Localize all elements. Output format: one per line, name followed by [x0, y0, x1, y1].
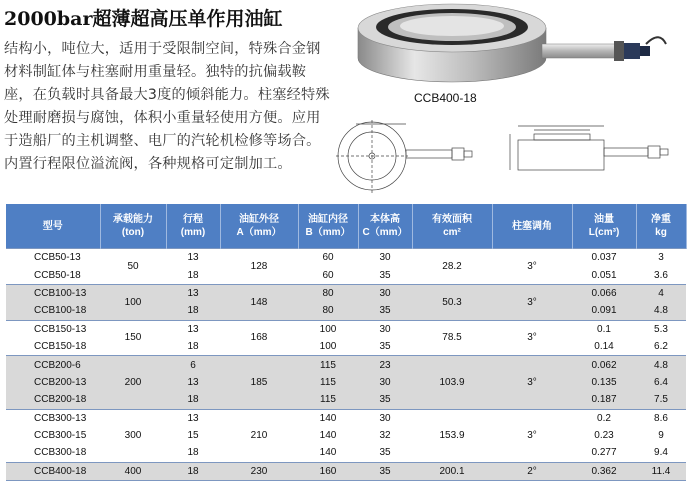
outer-diameter-cell: 168: [220, 320, 298, 356]
stroke-cell: 13: [166, 374, 220, 391]
capacity-cell: 100: [100, 284, 166, 320]
stroke-cell: 13: [166, 409, 220, 427]
model-cell: CCB150-18: [6, 338, 100, 356]
body-height-cell: 35: [358, 302, 412, 320]
outer-diameter-cell: 230: [220, 462, 298, 480]
model-cell: CCB300-18: [6, 444, 100, 462]
model-cell: CCB50-13: [6, 249, 100, 267]
column-header: [412, 204, 492, 249]
net-weight-cell: 6.4: [636, 374, 686, 391]
net-weight-cell: 4.8: [636, 302, 686, 320]
effective-area-cell: 78.5: [412, 320, 492, 356]
tilt-angle-cell: 3°: [492, 249, 572, 285]
table-row: [6, 462, 686, 480]
column-header-label: 承载能力: [113, 214, 153, 225]
inner-diameter-cell: 140: [298, 409, 358, 427]
column-header-unit: kg: [655, 227, 667, 238]
inner-diameter-cell: 100: [298, 320, 358, 338]
effective-area-cell: 103.9: [412, 356, 492, 409]
net-weight-cell: 9: [636, 427, 686, 444]
inner-diameter-cell: 115: [298, 391, 358, 409]
body-height-cell: 30: [358, 409, 412, 427]
tilt-angle-cell: 3°: [492, 356, 572, 409]
column-header-label: 行程: [183, 214, 203, 225]
oil-volume-cell: 0.051: [572, 266, 636, 284]
net-weight-cell: 3: [636, 249, 686, 267]
inner-diameter-cell: 115: [298, 374, 358, 391]
stroke-cell: 13: [166, 284, 220, 302]
capacity-cell: 150: [100, 320, 166, 356]
capacity-cell: 400: [100, 462, 166, 480]
table-row: [6, 409, 686, 427]
net-weight-cell: 4: [636, 284, 686, 302]
body-height-cell: 23: [358, 356, 412, 374]
spec-group: [6, 356, 686, 409]
tilt-angle-cell: 3°: [492, 409, 572, 462]
inner-diameter-cell: 140: [298, 444, 358, 462]
net-weight-cell: 7.5: [636, 391, 686, 409]
effective-area-cell: 153.9: [412, 409, 492, 462]
technical-drawing: [326, 118, 688, 202]
page-title: 2000bar超薄超高压单作用油缸: [4, 8, 283, 30]
spec-group: [6, 409, 686, 462]
tilt-angle-cell: 2°: [492, 462, 572, 480]
inner-diameter-cell: 60: [298, 266, 358, 284]
outer-diameter-cell: 210: [220, 409, 298, 462]
net-weight-cell: 6.2: [636, 338, 686, 356]
oil-volume-cell: 0.2: [572, 409, 636, 427]
spec-group: [6, 284, 686, 320]
oil-volume-cell: 0.187: [572, 391, 636, 409]
oil-volume-cell: 0.362: [572, 462, 636, 480]
table-row: [6, 284, 686, 302]
column-header-label: 柱塞调角: [512, 220, 552, 232]
oil-volume-cell: 0.066: [572, 284, 636, 302]
tilt-angle-cell: 3°: [492, 320, 572, 356]
capacity-cell: 200: [100, 356, 166, 409]
body-height-cell: 30: [358, 320, 412, 338]
inner-diameter-cell: 80: [298, 284, 358, 302]
spec-table: [6, 204, 687, 481]
outer-diameter-cell: 128: [220, 249, 298, 285]
model-cell: CCB200-13: [6, 374, 100, 391]
column-header: [572, 204, 636, 249]
column-header: [100, 204, 166, 249]
oil-volume-cell: 0.037: [572, 249, 636, 267]
cylinder-product-photo: [350, 0, 692, 92]
inner-diameter-cell: 115: [298, 356, 358, 374]
stroke-cell: 13: [166, 320, 220, 338]
column-header-unit: C（mm）: [362, 227, 408, 238]
body-height-cell: 30: [358, 374, 412, 391]
column-header-label: 有效面积: [432, 214, 472, 225]
model-cell: CCB50-18: [6, 266, 100, 284]
oil-volume-cell: 0.277: [572, 444, 636, 462]
net-weight-cell: 11.4: [636, 462, 686, 480]
stroke-cell: 18: [166, 391, 220, 409]
net-weight-cell: 8.6: [636, 409, 686, 427]
net-weight-cell: 3.6: [636, 266, 686, 284]
column-header: [298, 204, 358, 249]
column-header: [358, 204, 412, 249]
column-header: [166, 204, 220, 249]
column-header: [6, 204, 100, 249]
column-header-unit: (mm): [180, 227, 206, 238]
tilt-angle-cell: 3°: [492, 284, 572, 320]
model-cell: CCB400-18: [6, 462, 100, 480]
model-cell: CCB200-18: [6, 391, 100, 409]
inner-diameter-cell: 80: [298, 302, 358, 320]
model-cell: CCB150-13: [6, 320, 100, 338]
oil-volume-cell: 0.14: [572, 338, 636, 356]
column-header-label: 油缸内径: [308, 214, 348, 225]
column-header-label: 油量: [594, 214, 614, 225]
column-header: [492, 204, 572, 249]
body-height-cell: 32: [358, 427, 412, 444]
body-height-cell: 35: [358, 391, 412, 409]
table-header-row: [6, 204, 686, 249]
model-cell: CCB100-18: [6, 302, 100, 320]
body-height-cell: 30: [358, 249, 412, 267]
stroke-cell: 18: [166, 302, 220, 320]
column-header-label: 本体高: [370, 214, 400, 225]
stroke-cell: 13: [166, 249, 220, 267]
body-height-cell: 35: [358, 444, 412, 462]
column-header-unit: A（mm）: [236, 227, 282, 238]
body-height-cell: 35: [358, 338, 412, 356]
column-header-unit: B（mm）: [305, 227, 351, 238]
table-row: [6, 356, 686, 374]
net-weight-cell: 9.4: [636, 444, 686, 462]
spec-group: [6, 462, 686, 480]
body-height-cell: 35: [358, 266, 412, 284]
model-cell: CCB100-13: [6, 284, 100, 302]
body-height-cell: 35: [358, 462, 412, 480]
column-header-label: 净重: [651, 214, 671, 225]
oil-volume-cell: 0.062: [572, 356, 636, 374]
model-cell: CCB200-6: [6, 356, 100, 374]
table-row: [6, 249, 686, 267]
effective-area-cell: 28.2: [412, 249, 492, 285]
stroke-cell: 18: [166, 338, 220, 356]
product-description: 结构小，吨位大，适用于受限制空间，特殊合金钢材料制缸体与柱塞耐用重量轻。独特的抗偏载鞍座，在负载时具备最大3度的倾斜能力。柱塞经特殊处理耐磨损与腐蚀，体积小重量轻使用方便。应用于造船厂的主机调整、电厂的汽轮机检修等场合。内置行程限位溢流阀，各种规格可定制加工。: [4, 41, 330, 172]
spec-group: [6, 320, 686, 356]
effective-area-cell: 200.1: [412, 462, 492, 480]
capacity-cell: 50: [100, 249, 166, 285]
column-header-unit: (ton): [121, 227, 145, 238]
inner-diameter-cell: 60: [298, 249, 358, 267]
stroke-cell: 6: [166, 356, 220, 374]
model-cell: CCB300-13: [6, 409, 100, 427]
stroke-cell: 18: [166, 444, 220, 462]
inner-diameter-cell: 100: [298, 338, 358, 356]
column-header-unit: cm²: [443, 227, 461, 238]
oil-volume-cell: 0.1: [572, 320, 636, 338]
column-header-label: 型号: [42, 220, 63, 232]
model-cell: CCB300-15: [6, 427, 100, 444]
effective-area-cell: 50.3: [412, 284, 492, 320]
capacity-cell: 300: [100, 409, 166, 462]
outer-diameter-cell: 185: [220, 356, 298, 409]
net-weight-cell: 4.8: [636, 356, 686, 374]
inner-diameter-cell: 160: [298, 462, 358, 480]
column-header: [636, 204, 686, 249]
product-image-caption: CCB400-18: [414, 91, 477, 105]
oil-volume-cell: 0.135: [572, 374, 636, 391]
table-row: [6, 320, 686, 338]
stroke-cell: 18: [166, 266, 220, 284]
stroke-cell: 18: [166, 462, 220, 480]
outer-diameter-cell: 148: [220, 284, 298, 320]
column-header-unit: L(cm³): [588, 227, 620, 238]
stroke-cell: 15: [166, 427, 220, 444]
body-height-cell: 30: [358, 284, 412, 302]
spec-group: [6, 249, 686, 285]
column-header: [220, 204, 298, 249]
oil-volume-cell: 0.23: [572, 427, 636, 444]
inner-diameter-cell: 140: [298, 427, 358, 444]
oil-volume-cell: 0.091: [572, 302, 636, 320]
column-header-label: 油缸外径: [239, 214, 279, 225]
net-weight-cell: 5.3: [636, 320, 686, 338]
